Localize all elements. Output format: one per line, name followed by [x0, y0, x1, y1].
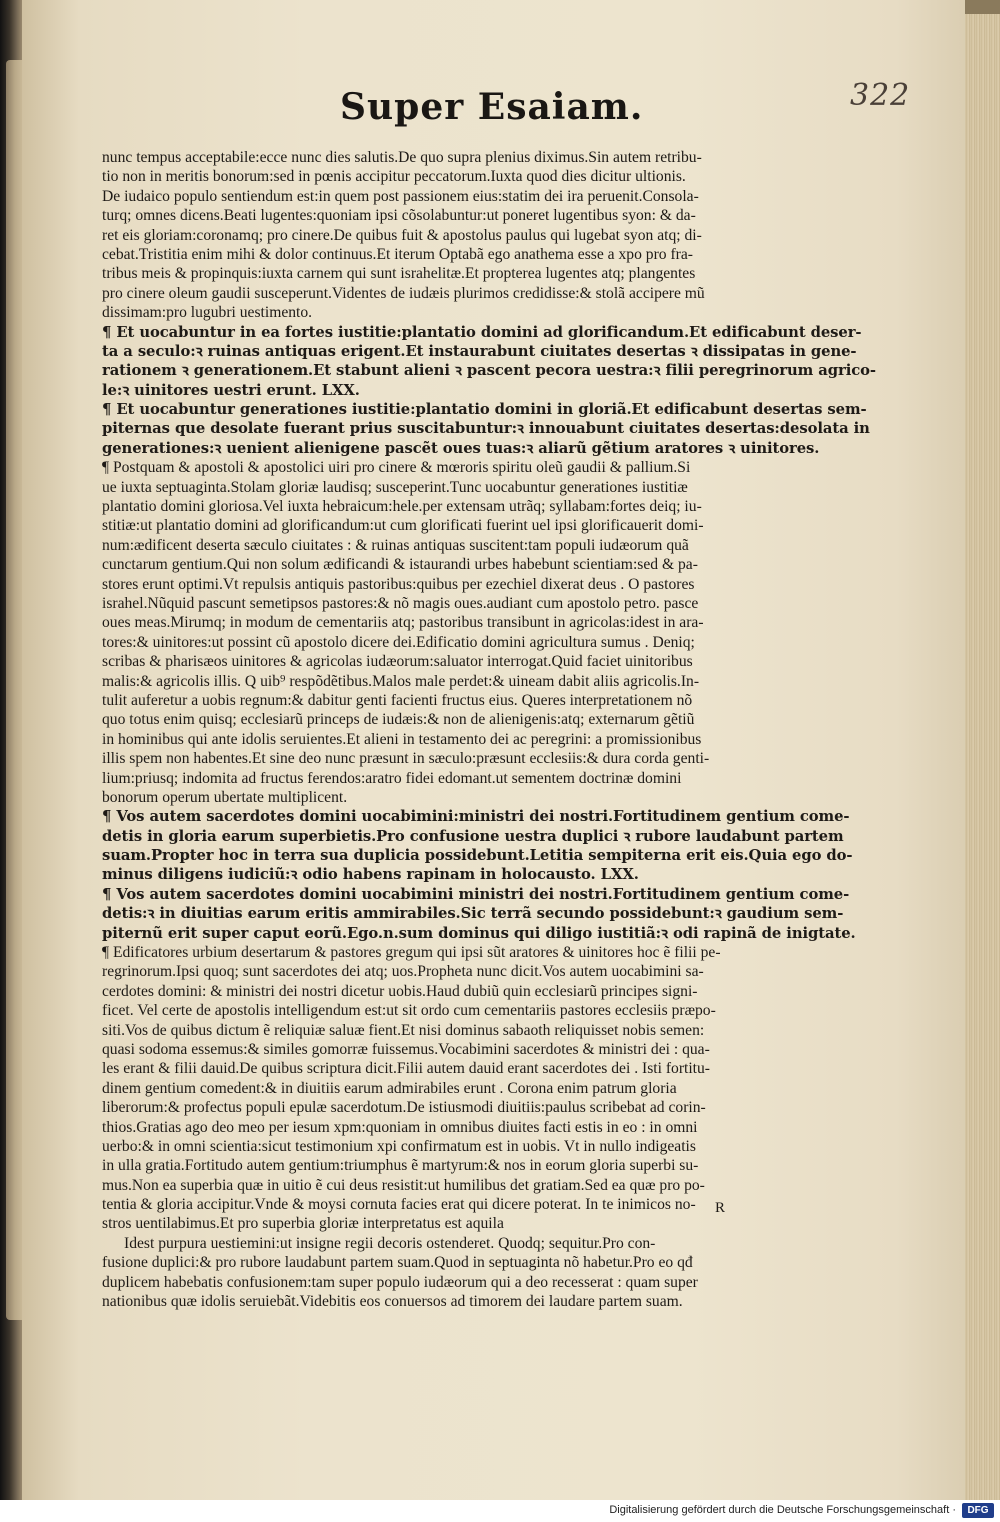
- text-line: dinem gentium comedent:& in diuitiis earum admirabiles erunt . Corona enim patrum gloria: [102, 1079, 677, 1097]
- text-line: cebat.Tristitia enim mihi & dolor continuus.Et iterum Optabã ego anathema esse a xpo pro fra-: [102, 245, 693, 263]
- text-line: thios.Gratias ago deo meo per iesum xpm:quoniam in omnibus diuites facti estis in eo : in omni: [102, 1118, 698, 1136]
- text-line: illis spem non habentes.Et sine deo nunc præsunt in sæculo:præsunt ecclesiis:& dura corda genti-: [102, 750, 710, 768]
- text-line: tulit auferetur a uobis regnum:& dabitur genti facienti fructus eius. Queres interpretationem nõ: [102, 691, 693, 709]
- text-line: ta a seculo:ꝛ ruinas antiquas erigent.Et instaurabunt ciuitates desertas ꝛ dissipatas in gene-: [102, 342, 857, 360]
- text-line: dissimam:pro lugubri uestimento.: [102, 304, 313, 322]
- text-line: scribas & pharisæos uinitores & agricolas iudæorum:saluator interrogat.Quid faciet uinitoribus: [102, 653, 693, 671]
- text-line: le:ꝛ uinitores uestri erunt. LXX.: [102, 381, 360, 399]
- text-line: uerbo:& in omni scientia:sicut testimonium xpi confirmatum est in uobis. Vt in nullo indigeatis: [102, 1137, 696, 1155]
- text-line: nunc tempus acceptabile:ecce nunc dies salutis.De quo supra plenius diximus.Sin autem retribu-: [102, 149, 702, 166]
- footer-credit: Digitalisierung gefördert durch die Deutsche Forschungsgemeinschaft ·: [609, 1504, 956, 1516]
- text-line: regrinorum.Ipsi quoq; sunt sacerdotes dei atq; uos.Propheta nunc dicit.Vos autem uocabimini sa-: [102, 963, 704, 981]
- text-line: ¶ Et uocabuntur in ea fortes iustitie:plantatio domini ad glorificandum.Et edificabunt deser-: [102, 323, 862, 341]
- text-line: ¶ Postquam & apostoli & apostolici uiri pro cinere & mœroris spiritu oleũ gaudii & pallium.Si: [102, 459, 691, 477]
- text-line: in ulla gratia.Fortitudo autem gentium:triumphus ẽ martyrum:& nos in eorum gloria superbi su-: [102, 1157, 699, 1175]
- text-line: lium:priusq; indomita ad fructus ferendos:aratro fidei edomant.ut sementem doctrinæ domini: [102, 769, 682, 787]
- text-line: suam.Propter hoc in terra sua duplicia possidebunt.Letitia sempiterna erit eis.Quia ego do-: [102, 847, 853, 865]
- text-line: malis:& agricolis illis. Q uib⁹ respõdẽtibus.Malos male perdet:& uineam dabit aliis agricolis.In-: [102, 672, 700, 690]
- text-line: israhel.Nũquid pascunt semetipsos pastores:& nõ magis oues.audiant cum apostolo petro. pasce: [102, 594, 699, 612]
- text-line: tribus meis & propinquis:iuxta carnem qui sunt israhelitæ.Et propterea lugentes atq; plangentes: [102, 265, 696, 283]
- text-line: pro cinere oleum gaudii susceperunt.Videntes de iudæis plurimos credidisse:& stolã accipere mũ: [102, 284, 705, 302]
- folio-number: 322: [850, 78, 911, 113]
- text-block: [102, 148, 876, 1311]
- text-line: ficet. Vel certe de apostolis intelligendum est:ut sit ordo cum cementariis pastores ecclesiis præpo-: [102, 1002, 716, 1020]
- text-line: nationibus quæ idolis seruiebãt.Videbitis eos conuersos ad timorem dei laudare partem suam.: [102, 1293, 683, 1311]
- text-line: ¶ Edificatores urbium desertarum & pastores gregum qui ipsi sũt aratores & uinitores hoc ẽ filii pe-: [102, 944, 721, 962]
- text-line: tio non in meritis bonorum:sed in pœnis accipitur peccatorum.Iuxta quod dies dicitur ultionis.: [102, 168, 686, 186]
- text-line: fusione duplici:& pro rubore laudabunt partem suam.Quod in septuaginta nõ habetur.Pro eo qđ: [102, 1254, 693, 1272]
- text-line: ret eis gloriam:coronamq; pro cinere.De quibus fuit & apostolus paulus qui lugebat syon atq; di-: [102, 226, 702, 244]
- page-fore-edge: [965, 0, 1000, 1500]
- text-line: ¶ Vos autem sacerdotes domini uocabimini ministri dei nostri.Fortitudinem gentium come-: [102, 885, 850, 903]
- reverse-show-through: [292, 80, 302, 115]
- text-line: stros uentilabimus.Et pro superbia gloriæ interpretatus est aquila: [102, 1215, 504, 1233]
- text-line: duplicem habebatis confusionem:tam super populo iudæorum qui a deo recesserat : quam super: [102, 1273, 698, 1291]
- running-head: Super Esaiam.: [340, 86, 644, 128]
- dfg-logo: DFG: [962, 1503, 994, 1518]
- text-line: bonorum operum ubertate multiplicent.: [102, 788, 348, 806]
- text-line: detis:ꝛ in diuitias earum eritis ammirabiles.Sic terrã secundo possidebunt:ꝛ gaudium sem-: [102, 905, 844, 923]
- text-line: Idest purpura uestiemini:ut insigne regii decoris ostenderet. Quodq; sequitur.Pro con-: [124, 1234, 656, 1252]
- footer-bar: [0, 1500, 1000, 1522]
- text-line: minus diligens iudiciũ:ꝛ odio habens rapinam in holocausto. LXX.: [102, 866, 639, 884]
- text-line: turq; omnes dicens.Beati lugentes:quoniam ipsi cõsolabuntur:ut poneret lugentibus syon: & da-: [102, 207, 696, 225]
- text-line: quo totus enim quisq; ecclesiarũ princeps de iudæis:& non de alienigenis:atq; externarum gẽtiũ: [102, 711, 695, 729]
- text-line: generationes:ꝛ uenient alienigene pascẽt oues tuas:ꝛ aliarũ gẽtium aratores ꝛ uinitores.: [102, 439, 820, 457]
- text-line: piternas que desolate fuerant prius suscitabuntur:ꝛ innouabunt ciuitates desertas:desolata in: [102, 420, 870, 438]
- text-line: stores erunt optimi.Vt repulsis antiquis pastoribus:quibus per ezechiel dixerat deus . O pastores: [102, 575, 695, 593]
- text-line: quasi sodoma essemus:& similes gomorræ fuissemus.Vocabimini sacerdotes & ministri dei : qua-: [102, 1040, 710, 1058]
- text-line: tentia & gloria accipitur.Vnde & moysi cornuta facies erat qui dicere poterat. In te inimicos no-: [102, 1196, 696, 1214]
- text-line: piternũ erit super caput eorũ.Ego.n.sum dominus qui diligo iustitiã:ꝛ odi rapinã de inigtate.: [102, 924, 856, 942]
- signature-mark: R: [715, 1200, 726, 1216]
- text-line: liberorum:& profectus populi epulæ sacerdotum.De istiusmodi diuitiis:paulus scribebat ad corin-: [102, 1099, 706, 1117]
- text-line: rationem ꝛ generationem.Et stabunt alieni ꝛ pascent pecora uestra:ꝛ filii peregrinorum agrico-: [102, 362, 876, 380]
- text-line: detis in gloria earum superbietis.Pro confusione uestra duplici ꝛ rubore laudabunt partem: [102, 827, 844, 845]
- text-line: oues meas.Mirumq; in modum de cementariis atq; pastoribus transibunt in agricolas:idest in ara-: [102, 614, 704, 632]
- text-line: in hominibus qui ante idolis seruientes.Et alieni in testamento dei ac peregrini: a promissionibus: [102, 730, 702, 748]
- text-line: ue iuxta septuaginta.Stolam gloriæ laudisq; susceperint.Tunc uocabuntur generationes iustitiæ: [102, 478, 688, 496]
- text-line: stitiæ:ut plantatio domini ad glorificandum:ut cum glorificati fuerint uel ipsi glorificauerit domi-: [102, 517, 704, 535]
- text-line: tores:& uinitores:ut possint cũ apostolo dicere dei.Edificatio domini agricultura sumus . Deniq;: [102, 633, 695, 651]
- text-line: ¶ Vos autem sacerdotes domini uocabimini:ministri dei nostri.Fortitudinem gentium come-: [102, 808, 850, 826]
- text-line: mus.Non ea superbia quæ in uitio ẽ cui deus resistit:ut humilibus det gratiam.Sed ea quæ pro po-: [102, 1176, 705, 1194]
- text-line: siti.Vos de quibus dictum ẽ reliquiæ saluæ fient.Et nisi dominus sabaoth reliquisset nobis semen:: [102, 1021, 705, 1039]
- text-line: plantatio domini gloriosa.Vel iuxta hebraicum:hele.per extensam utrãq; syllabam:fortes deiq; iu-: [102, 498, 702, 516]
- text-line: cerdotes domini: & ministri dei nostri dicetur uobis.Haud dubiũ quin ecclesiarũ principes signi-: [102, 982, 698, 1000]
- text-line: les erant & filii dauid.De quibus scriptura dicit.Filii autem dauid erant sacerdotes dei . Isti fortitu-: [102, 1060, 710, 1078]
- text-line: cunctarum gentium.Qui non solum ædificandi & istaurandi urbes habebunt scientiam:sed & pa-: [102, 556, 698, 574]
- text-line: De iudaico populo sentiendum est:in quem post passionem eius:statim dei ira peruenit.Consola-: [102, 187, 699, 205]
- page-fore-edge-top: [965, 0, 1000, 14]
- text-line: num:ædificent deserta sæculo ciuitates : & ruinas antiquas suscitent:tam populi iudæorum quã: [102, 536, 689, 554]
- text-line: ¶ Et uocabuntur generationes iustitie:plantatio domini in gloriã.Et edificabunt desertas sem-: [102, 401, 867, 419]
